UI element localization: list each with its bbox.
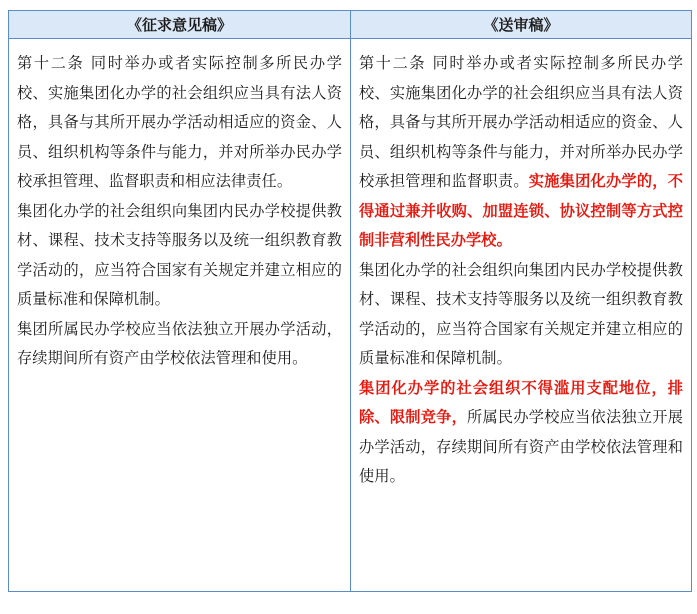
- left-column-cell: [9, 39, 351, 592]
- header-submitted-draft: 《送审稿》: [351, 11, 692, 39]
- right-paragraph-1-highlight: 实施集团化办学的，不得通过兼并收购、加盟连锁、协议控制等方式控制非营利性民办学校。: [359, 172, 684, 249]
- right-paragraph-2: 集团化办学的社会组织向集团内民办学校提供教材、课程、技术支持等服务以及统一组织教育教学活动的，应当符合国家有关规定并建立相应的质量标准和保障机制。: [359, 260, 683, 367]
- comparison-table: [8, 10, 692, 592]
- left-paragraph-1: 第十二条 同时举办或者实际控制多所民办学校、实施集团化办学的社会组织应当具有法人资格，具备与其所开展办学活动相适应的资金、人员、组织机构等条件与能力，并对所举办民办学校承担管理、监督职责和相应法律责任。: [17, 54, 342, 190]
- header-draft-for-comment: 《征求意见稿》: [9, 11, 351, 39]
- right-paragraph-3-text: 所属民办学校应当依法独立开展办学活动，存续期间所有资产由学校依法管理和使用。: [359, 408, 683, 485]
- right-paragraph-3: [359, 374, 683, 492]
- left-paragraph-3: 集团所属民办学校应当依法独立开展办学活动，存续期间所有资产由学校依法管理和使用。: [17, 319, 342, 367]
- right-paragraph-3-highlight: 集团化办学的社会组织不得滥用支配地位，排除、限制竞争，: [359, 378, 683, 426]
- right-paragraph-1: [359, 49, 683, 256]
- content-row: [9, 39, 692, 592]
- right-column-cell: [351, 39, 692, 592]
- header-row: [9, 11, 692, 39]
- right-paragraph-1-text: 第十二条 同时举办或者实际控制多所民办学校、实施集团化办学的社会组织应当具有法人资格，具备与其所开展办学活动相适应的资金、人员、组织机构等条件与能力，并对所举办民办学校承担管理和监督职责。: [359, 54, 683, 190]
- left-paragraph-2: 集团化办学的社会组织向集团内民办学校提供教材、课程、技术支持等服务以及统一组织教育教学活动的，应当符合国家有关规定并建立相应的质量标准和保障机制。: [17, 201, 342, 308]
